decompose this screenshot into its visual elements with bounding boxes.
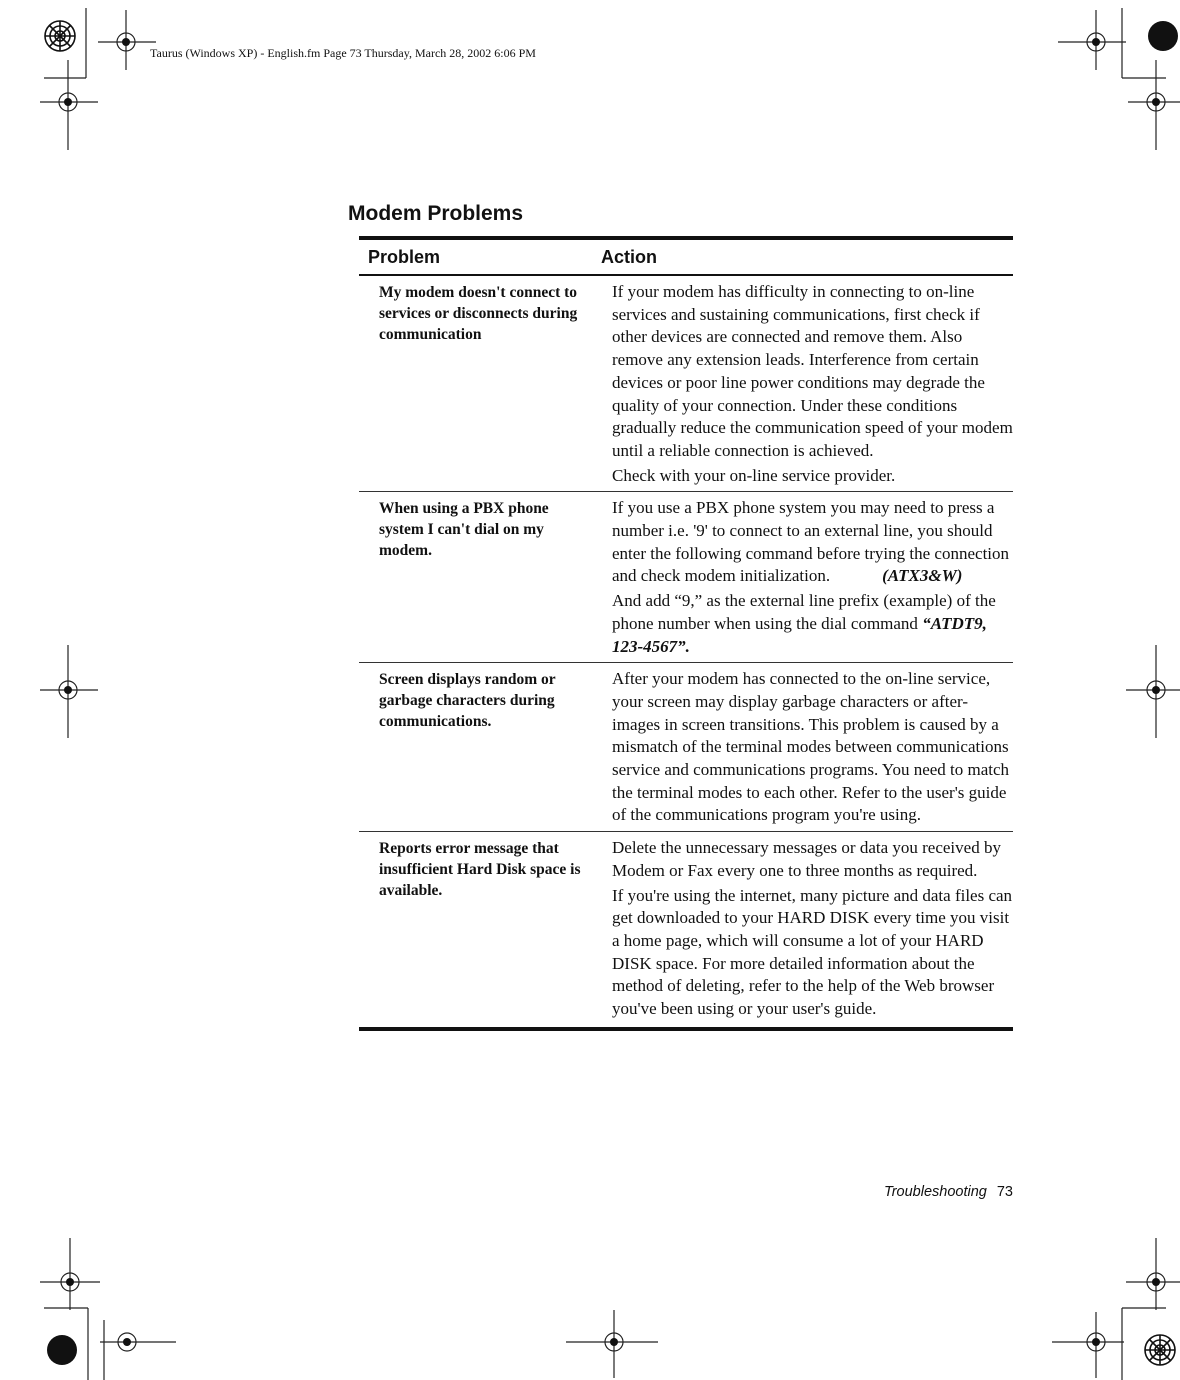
header-action: Action	[601, 247, 657, 267]
problem-cell: My modem doesn't connect to services or disconnects during communication	[379, 284, 578, 343]
table-bottom-rule	[359, 1027, 1013, 1031]
action-cell	[612, 276, 1013, 491]
modem-problems-table	[359, 236, 1013, 1031]
action-paragraph: After your modem has connected to the on-line service, your screen may display garbage characters or after-images in screen transitions. This problem is caused by a mismatch of the terminal modes between communications service and communications programs. You need to match the terminal modes to each other. Refer to the user's guide of the communications program you're using.	[612, 669, 1010, 825]
problem-cell: When using a PBX phone system I can't dial on my modem.	[379, 500, 549, 560]
action-paragraph	[612, 497, 1013, 588]
table-row	[359, 276, 1013, 491]
action-cell	[612, 832, 1013, 1025]
action-cell	[612, 663, 1013, 831]
problem-cell: Reports error message that insufficient Hard Disk space is available.	[379, 840, 581, 900]
problem-cell: Screen displays random or garbage characters during communications.	[379, 671, 556, 731]
table-header	[359, 240, 1013, 274]
action-text: If you use a PBX phone system you may need to press a number i.e. '9' to connect to an external line, you should enter the following command before trying the connection and check modem initialization.	[612, 498, 1010, 586]
modem-init-command: (ATX3&W)	[882, 566, 963, 586]
action-text: And add “9,” as the external line prefix (example) of the phone number when using the dial command	[612, 591, 996, 633]
header-problem: Problem	[368, 247, 441, 267]
footer-section: Troubleshooting	[883, 1184, 987, 1200]
page-title: Modem Problems	[348, 202, 524, 225]
action-cell	[612, 492, 1013, 662]
action-paragraph	[612, 590, 1013, 658]
action-paragraph: Delete the unnecessary messages or data you received by Modem or Fax every one to three months as required.	[612, 838, 1001, 880]
table-row	[359, 491, 1013, 662]
print-slug-line: Taurus (Windows XP) - English.fm Page 73 Thursday, March 28, 2002 6:06 PM	[150, 46, 536, 60]
page-footer	[884, 1184, 1013, 1200]
action-paragraph: Check with your on-line service provider.	[612, 465, 896, 485]
table-row	[359, 831, 1013, 1025]
dial-command: “ATDT9, 123-4567”.	[612, 613, 987, 656]
page-number: 73	[996, 1184, 1013, 1200]
action-paragraph: If you're using the internet, many picture and data files can get downloaded to your HARD DISK every time you visit a home page, which will consume a lot of your HARD DISK space. For more detailed information about the method of deleting, refer to the help of the Web browser you've been using or your user's guide.	[612, 885, 1013, 1019]
table-row	[359, 662, 1013, 831]
action-paragraph: If your modem has difficulty in connecting to on-line services and sustaining communications, first check if other devices are connected and remove them. Also remove any extension leads. Interference from certain devices or poor line power conditions may degrade the quality of your connection. Under these conditions gradually reduce the communication speed of your modem until a reliable connection is achieved.	[612, 282, 1013, 460]
